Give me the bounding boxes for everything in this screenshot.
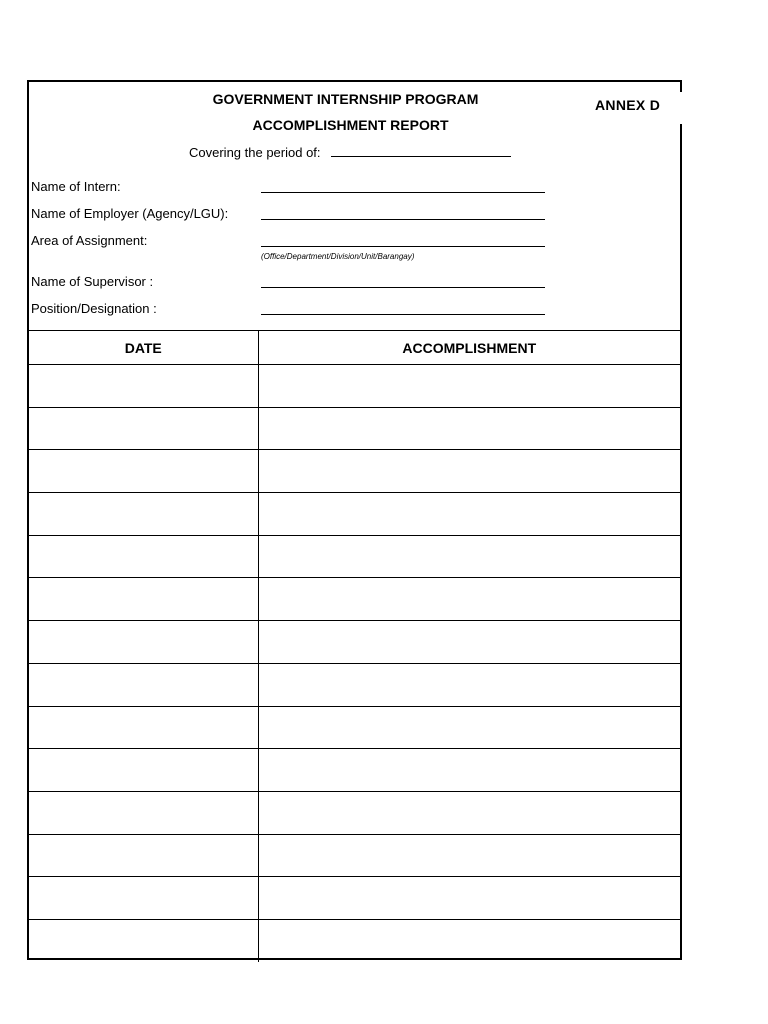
accomplishment-cell[interactable] <box>258 535 680 578</box>
accomplishment-cell[interactable] <box>258 407 680 450</box>
date-cell[interactable] <box>29 365 258 408</box>
table-row <box>29 450 680 493</box>
date-cell[interactable] <box>29 493 258 536</box>
annex-label: ANNEX D <box>595 97 661 113</box>
table-row <box>29 706 680 749</box>
intern-name-line[interactable] <box>261 192 545 193</box>
accomplishment-cell[interactable] <box>258 365 680 408</box>
date-cell[interactable] <box>29 663 258 706</box>
table-row <box>29 535 680 578</box>
position-line[interactable] <box>261 314 545 315</box>
table-row <box>29 407 680 450</box>
table-row <box>29 834 680 877</box>
accomplishment-cell[interactable] <box>258 621 680 664</box>
employer-name-line[interactable] <box>261 219 545 220</box>
table-row <box>29 493 680 536</box>
intern-name-label: Name of Intern: <box>31 179 121 194</box>
table-row <box>29 621 680 664</box>
date-cell[interactable] <box>29 535 258 578</box>
accomplishment-cell[interactable] <box>258 919 680 962</box>
table-row <box>29 578 680 621</box>
accomplishment-cell[interactable] <box>258 834 680 877</box>
program-title: GOVERNMENT INTERNSHIP PROGRAM <box>212 91 479 107</box>
table-header-row <box>29 331 680 365</box>
employer-name-label: Name of Employer (Agency/LGU): <box>31 206 229 221</box>
table-row <box>29 877 680 920</box>
table-row <box>29 791 680 834</box>
accomplishment-cell[interactable] <box>258 706 680 749</box>
accomplishment-cell[interactable] <box>258 578 680 621</box>
date-cell[interactable] <box>29 450 258 493</box>
report-title: ACCOMPLISHMENT REPORT <box>252 117 449 133</box>
date-cell[interactable] <box>29 407 258 450</box>
date-cell[interactable] <box>29 919 258 962</box>
date-cell[interactable] <box>29 791 258 834</box>
area-assignment-hint: (Office/Department/Division/Unit/Barangay) <box>261 252 415 261</box>
accomplishment-cell[interactable] <box>258 791 680 834</box>
accomplishment-cell[interactable] <box>258 493 680 536</box>
date-cell[interactable] <box>29 621 258 664</box>
accomplishment-cell[interactable] <box>258 877 680 920</box>
supervisor-name-line[interactable] <box>261 287 545 288</box>
date-column-header: DATE <box>29 331 258 365</box>
table-row <box>29 365 680 408</box>
accomplishment-table <box>29 330 680 962</box>
accomplishment-column-header: ACCOMPLISHMENT <box>258 331 680 365</box>
accomplishment-cell[interactable] <box>258 749 680 792</box>
table-row <box>29 663 680 706</box>
date-cell[interactable] <box>29 834 258 877</box>
date-cell[interactable] <box>29 877 258 920</box>
accomplishment-cell[interactable] <box>258 663 680 706</box>
supervisor-name-label: Name of Supervisor : <box>31 274 154 289</box>
covering-period-label: Covering the period of: <box>189 145 321 160</box>
area-assignment-line[interactable] <box>261 246 545 247</box>
accomplishment-cell[interactable] <box>258 450 680 493</box>
date-cell[interactable] <box>29 749 258 792</box>
table-body <box>29 365 680 963</box>
accomplishment-report-form <box>27 80 682 960</box>
table-row <box>29 749 680 792</box>
position-label: Position/Designation : <box>31 301 157 316</box>
area-assignment-label: Area of Assignment: <box>31 233 148 248</box>
covering-period <box>189 145 511 160</box>
covering-period-line[interactable] <box>331 146 511 157</box>
table-row <box>29 919 680 962</box>
date-cell[interactable] <box>29 578 258 621</box>
date-cell[interactable] <box>29 706 258 749</box>
